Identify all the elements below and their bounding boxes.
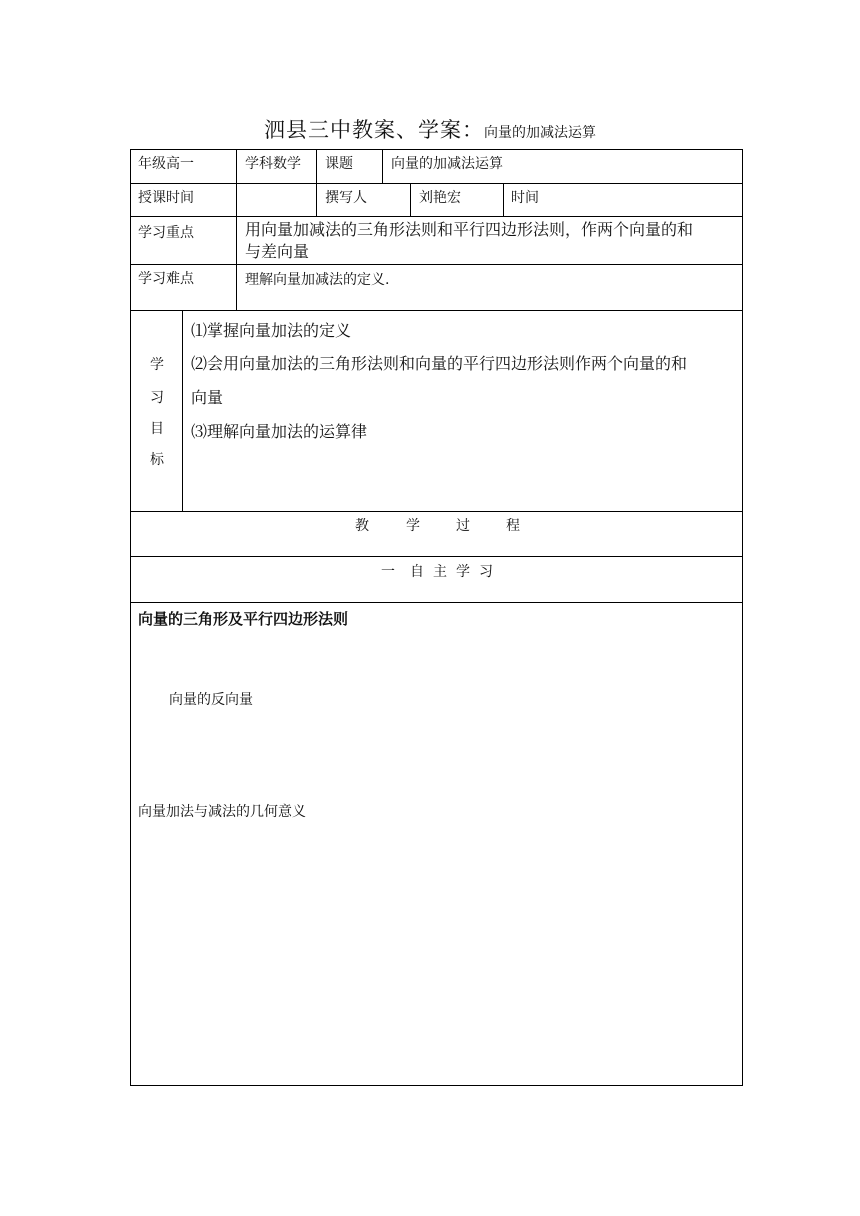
subject-cell: 学科数学 (245, 156, 301, 172)
section-heading-char: 自 (410, 564, 424, 580)
author-label: 撰写人 (325, 190, 367, 206)
grade-cell: 年级高一 (138, 156, 194, 172)
col-divider (236, 216, 237, 310)
goal-item-3: ⑶理解向量加法的运算律 (191, 422, 368, 441)
col-divider (316, 183, 317, 216)
goal-item-2: ⑵会用向量加法的三角形法则和向量的平行四边形法则作两个向量的和 (191, 354, 688, 373)
row-divider (130, 556, 743, 557)
col-divider (236, 149, 237, 183)
process-heading-char: 过 (456, 518, 470, 534)
focus-line-1: 用向量加减法的三角形法则和平行四边形法则，作两个向量的和 (245, 220, 694, 239)
author-value: 刘艳宏 (419, 190, 461, 206)
col-divider (382, 149, 383, 183)
goal-item-1: ⑴掌握向量加法的定义 (191, 321, 352, 340)
col-divider (410, 183, 411, 216)
time-label: 授课时间 (138, 190, 194, 206)
process-heading-char: 学 (406, 518, 420, 534)
date-label: 时间 (511, 190, 539, 206)
difficulty-label: 学习难点 (138, 271, 194, 287)
difficulty-value: 理解向量加减法的定义. (245, 272, 390, 288)
row-divider (130, 264, 743, 265)
section-heading-char: 一 (381, 564, 395, 580)
goals-label-char: 学 (150, 357, 164, 373)
topic-label: 课题 (325, 156, 353, 172)
col-divider (316, 149, 317, 183)
topic-value: 向量的加减法运算 (391, 156, 503, 172)
goals-label-char: 目 (150, 421, 164, 437)
col-divider (236, 183, 237, 216)
goals-label-char: 标 (150, 452, 164, 468)
page-title (0, 114, 860, 144)
col-divider (182, 310, 183, 511)
process-heading-char: 程 (506, 518, 520, 534)
section-heading-char: 主 (433, 564, 447, 580)
content-heading: 向量的三角形及平行四边形法则 (138, 610, 349, 628)
row-divider (130, 511, 743, 512)
row-divider (130, 216, 743, 217)
goal-item-2-cont: 向量 (191, 388, 224, 407)
content-subheading: 向量加法与减法的几何意义 (138, 804, 306, 820)
title-sub: 向量的加减法运算 (484, 125, 596, 141)
row-divider (130, 183, 743, 184)
col-divider (503, 183, 504, 216)
section-heading-char: 学 (456, 564, 470, 580)
row-divider (130, 310, 743, 311)
title-main: 泗县三中教案、学案： (264, 118, 484, 142)
process-heading-char: 教 (355, 518, 369, 534)
focus-line-2: 与差向量 (245, 242, 310, 261)
section-heading-char: 习 (479, 564, 493, 580)
row-divider (130, 602, 743, 603)
focus-label: 学习重点 (138, 225, 194, 241)
goals-label-char: 习 (150, 390, 164, 406)
content-subheading: 向量的反向量 (169, 692, 253, 708)
